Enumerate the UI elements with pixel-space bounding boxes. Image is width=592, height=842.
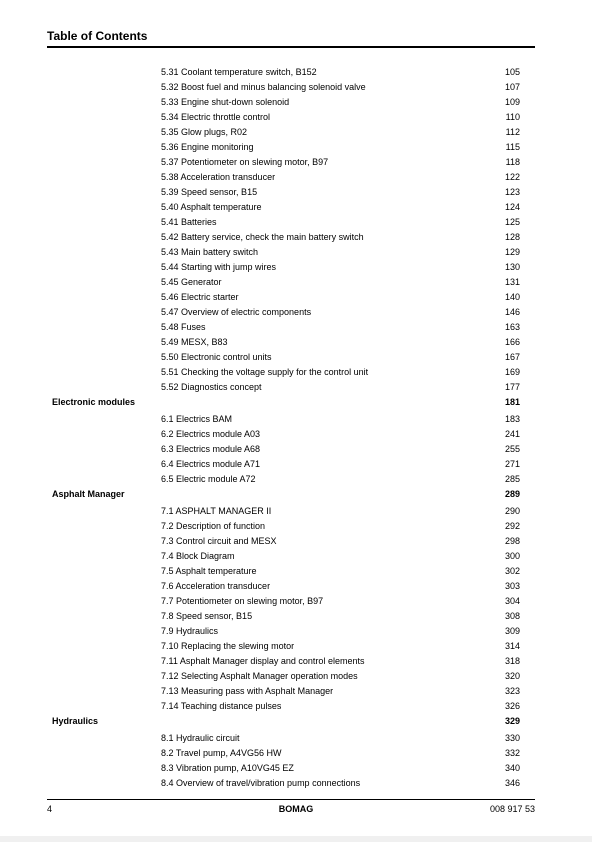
toc-entry[interactable] [0,534,592,549]
toc-page-number: 118 [505,157,520,167]
toc-entry-title: 5.40 Asphalt temperature [161,202,262,212]
toc-entry-title: 5.48 Fuses [161,322,206,332]
toc-entry-title: 5.41 Batteries [161,217,217,227]
toc-page-number: 177 [504,382,520,392]
toc-entry-title: 8.2 Travel pump, A4VG56 HW [161,748,282,758]
toc-entry-title: 5.43 Main battery switch [161,247,259,257]
toc-entry-title: 5.49 MESX, B83 [161,337,228,347]
toc-entry-title: 6.2 Electrics module A03 [161,429,261,439]
toc-page-number: 309 [504,626,520,636]
toc-entry[interactable] [0,335,592,350]
toc-page-number: 308 [504,611,520,621]
toc-entry-title: 7.12 Selecting Asphalt Manager operation modes [161,671,358,681]
toc-entry-title: 7.13 Measuring pass with Asphalt Manager [161,686,334,696]
toc-page-number: 320 [504,671,520,681]
toc-entry[interactable] [0,654,592,669]
toc-entry-title: 7.7 Potentiometer on slewing motor, B97 [161,596,324,606]
toc-entry-title: 7.3 Control circuit and MESX [161,536,277,546]
toc-entry[interactable] [0,761,592,776]
toc-page-number: 314 [504,641,520,651]
toc-entry[interactable] [0,669,592,684]
toc-entry[interactable] [0,245,592,260]
toc-page-number: 130 [504,262,520,272]
toc-entry[interactable] [0,579,592,594]
toc-entry-title: 5.35 Glow plugs, R02 [161,127,248,137]
toc-entry[interactable] [0,624,592,639]
toc-entry[interactable] [0,215,592,230]
toc-page-number: 128 [504,232,520,242]
toc-entry[interactable] [0,699,592,714]
toc-section-heading[interactable] [0,714,592,730]
toc-page-number: 125 [504,217,520,227]
toc-entry-title: 5.38 Acceleration transducer [161,172,276,182]
toc-entry[interactable] [0,457,592,472]
toc-entry-title: 7.8 Speed sensor, B15 [161,611,253,621]
toc-entry-title: 8.1 Hydraulic circuit [161,733,240,743]
toc-entry[interactable] [0,365,592,380]
toc-page-number: 131 [504,277,520,287]
toc-entry-title: 7.11 Asphalt Manager display and control elements [161,656,365,666]
footer-document-number: 008 917 53 [489,804,535,814]
toc-entry[interactable] [0,442,592,457]
toc-page-number: 124 [504,202,520,212]
toc-entry-title: 5.37 Potentiometer on slewing motor, B97 [161,157,329,167]
toc-entry-title: 7.2 Description of function [161,521,266,531]
toc-entry-title: 6.3 Electrics module A68 [161,444,261,454]
toc-page-number: 255 [504,444,520,454]
toc-entry-title: 5.45 Generator [161,277,222,287]
toc-entry-title: 7.4 Block Diagram [161,551,235,561]
toc-entry-title: 8.4 Overview of travel/vibration pump connections [161,778,361,788]
footer-divider [47,799,535,800]
toc-page-number: 112 [505,127,520,137]
toc-section-heading[interactable] [0,487,592,503]
toc-page-number: 163 [504,322,520,332]
footer-brand: BOMAG [278,804,314,814]
toc-entry[interactable] [0,684,592,699]
toc-page-number: 107 [504,82,520,92]
toc-page-number: 298 [504,536,520,546]
toc-section-title: Hydraulics [52,716,99,726]
toc-entry[interactable] [0,731,592,746]
toc-entry-title: 7.14 Teaching distance pulses [161,701,282,711]
toc-entry-title: 5.42 Battery service, check the main battery switch [161,232,364,242]
toc-entry-title: 5.39 Speed sensor, B15 [161,187,258,197]
toc-entry-title: 6.5 Electric module A72 [161,474,256,484]
toc-page-number: 329 [504,716,520,726]
toc-page-number: 326 [504,701,520,711]
toc-entry-title: 5.50 Electronic control units [161,352,272,362]
toc-page-number: 167 [504,352,520,362]
toc-page-number: 332 [504,748,520,758]
toc-entry-title: 7.1 ASPHALT MANAGER II [161,506,272,516]
toc-entry-title: 8.3 Vibration pump, A10VG45 EZ [161,763,294,773]
page-title: Table of Contents [47,29,148,43]
toc-page-number: 290 [504,506,520,516]
toc-entry[interactable] [0,140,592,155]
toc-entry[interactable] [0,472,592,487]
toc-page-number: 300 [504,551,520,561]
toc-entry[interactable] [0,305,592,320]
toc-page-number: 166 [504,337,520,347]
toc-entry[interactable] [0,519,592,534]
toc-entry[interactable] [0,260,592,275]
toc-entry[interactable] [0,95,592,110]
toc-entry[interactable] [0,380,592,395]
toc-section-title: Electronic modules [52,397,136,407]
toc-entry[interactable] [0,170,592,185]
toc-entry-title: 7.10 Replacing the slewing motor [161,641,295,651]
toc-page-number: 330 [504,733,520,743]
toc-entry[interactable] [0,155,592,170]
toc-page-number: 346 [504,778,520,788]
toc-page-number: 285 [504,474,520,484]
toc-entry[interactable] [0,594,592,609]
toc-entry[interactable] [0,639,592,654]
toc-page-number: 340 [504,763,520,773]
toc-entry-title: 6.4 Electrics module A71 [161,459,261,469]
toc-entry[interactable] [0,200,592,215]
toc-page-number: 289 [504,489,520,499]
toc-page-number: 122 [504,172,520,182]
toc-entry[interactable] [0,746,592,761]
toc-page-number: 105 [504,67,520,77]
toc-entry[interactable] [0,125,592,140]
toc-entry[interactable] [0,80,592,95]
toc-entry[interactable] [0,65,592,80]
toc-entry[interactable] [0,412,592,427]
toc-entry[interactable] [0,609,592,624]
toc-entry-title: 5.47 Overview of electric components [161,307,312,317]
toc-entry-title: 5.34 Electric throttle control [161,112,271,122]
toc-page-number: 140 [504,292,520,302]
toc-page-number: 146 [504,307,520,317]
toc-page-number: 109 [504,97,520,107]
toc-page-number: 129 [504,247,520,257]
toc-entry[interactable] [0,185,592,200]
toc-entry[interactable] [0,564,592,579]
toc-entry-title: 5.46 Electric starter [161,292,239,302]
toc-page-number: 318 [504,656,520,666]
toc-section-title: Asphalt Manager [52,489,125,499]
toc-entry-title: 5.44 Starting with jump wires [161,262,277,272]
toc-entry[interactable] [0,290,592,305]
table-of-contents [0,65,592,791]
toc-entry-title: 7.5 Asphalt temperature [161,566,257,576]
toc-page-number: 110 [505,112,520,122]
toc-entry-title: 5.52 Diagnostics concept [161,382,262,392]
toc-entry[interactable] [0,230,592,245]
toc-page-number: 271 [504,459,520,469]
toc-page-number: 292 [504,521,520,531]
toc-entry-title: 6.1 Electrics BAM [161,414,233,424]
toc-entry[interactable] [0,320,592,335]
toc-page-number: 241 [504,429,520,439]
toc-entry-title: 5.36 Engine monitoring [161,142,254,152]
toc-entry-title: 5.51 Checking the voltage supply for the control unit [161,367,369,377]
toc-page-number: 183 [504,414,520,424]
header-divider [47,46,535,48]
toc-entry[interactable] [0,549,592,564]
toc-page-number: 181 [504,397,520,407]
toc-entry[interactable] [0,110,592,125]
toc-entry[interactable] [0,776,592,791]
toc-page-number: 169 [504,367,520,377]
toc-section-heading[interactable] [0,395,592,411]
toc-entry[interactable] [0,350,592,365]
toc-page-number: 323 [504,686,520,696]
footer-page-number: 4 [47,804,53,814]
toc-entry-title: 5.33 Engine shut-down solenoid [161,97,290,107]
toc-entry-title: 5.31 Coolant temperature switch, B152 [161,67,317,77]
toc-entry-title: 7.6 Acceleration transducer [161,581,271,591]
toc-entry[interactable] [0,427,592,442]
toc-page-number: 115 [505,142,520,152]
toc-entry-title: 5.32 Boost fuel and minus balancing solenoid valve [161,82,366,92]
toc-entry[interactable] [0,275,592,290]
toc-page-number: 302 [504,566,520,576]
toc-page-number: 304 [504,596,520,606]
toc-page-number: 303 [504,581,520,591]
toc-entry-title: 7.9 Hydraulics [161,626,219,636]
page-bottom-band [0,836,592,842]
toc-page-number: 123 [504,187,520,197]
toc-entry[interactable] [0,504,592,519]
